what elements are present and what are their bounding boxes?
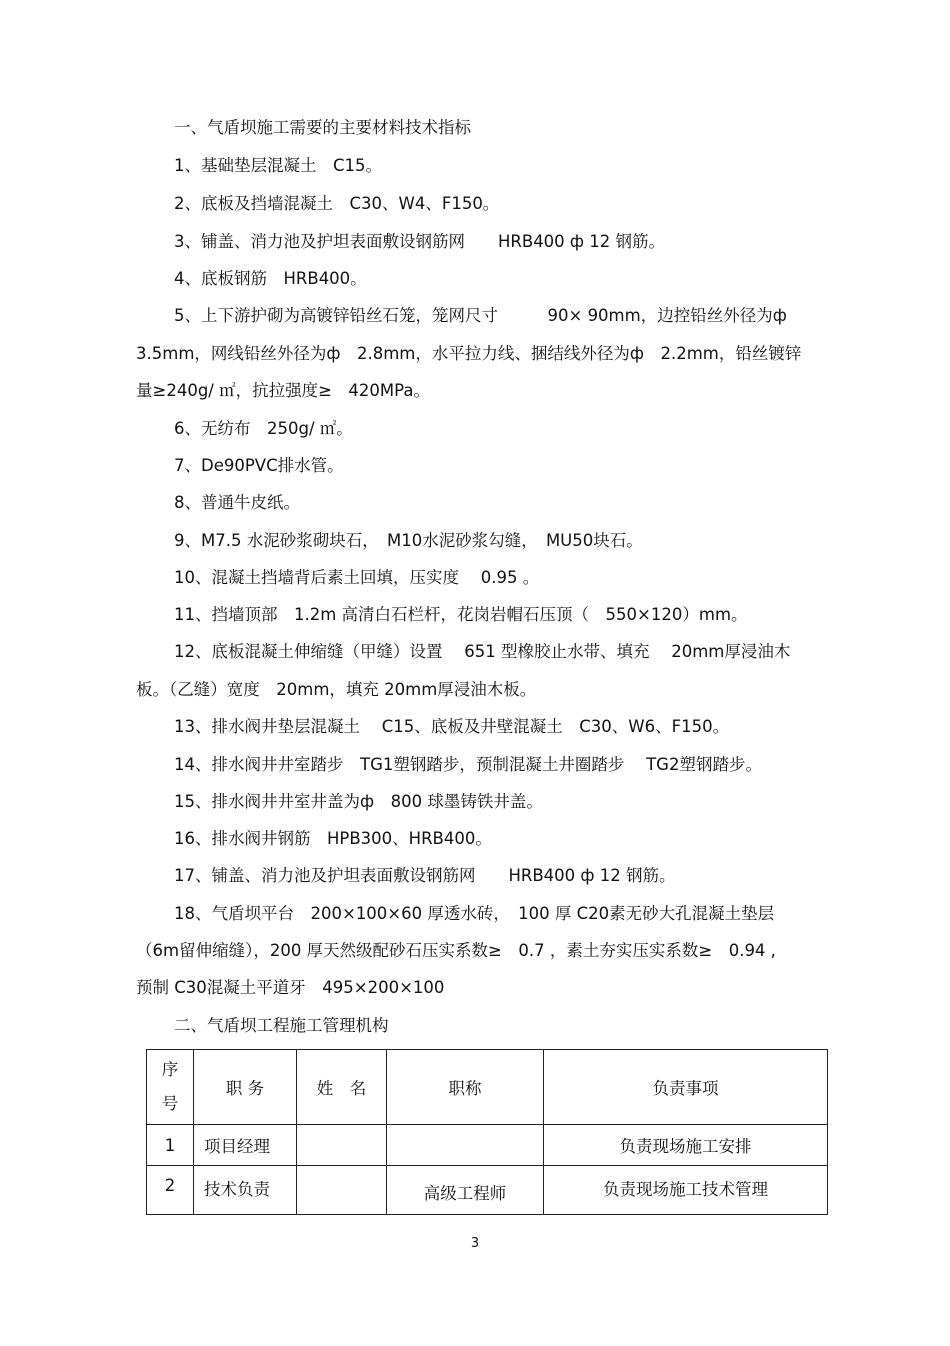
management-table xyxy=(146,1049,828,1215)
header-seq xyxy=(147,1050,194,1125)
item-15: 15、排水阀井井室井盖为ф 800 球墨铸铁井盖。 xyxy=(174,792,543,811)
item-7: 7、De90PVC排水管。 xyxy=(174,456,344,475)
page-number: 3 xyxy=(470,1236,480,1251)
item-2: 2、底板及挡墙混凝土 C30、W4、F150。 xyxy=(174,194,500,213)
cell-title xyxy=(387,1125,544,1166)
section2-title: 二、气盾坝工程施工管理机构 xyxy=(174,1016,389,1035)
section1-title: 一、气盾坝施工需要的主要材料技术指标 xyxy=(174,118,471,137)
table-row xyxy=(147,1166,828,1215)
item-1: 1、基础垫层混凝土 C15。 xyxy=(174,156,383,175)
item-16: 16、排水阀井钢筋 HPB300、HRB400。 xyxy=(174,829,492,848)
item-14: 14、排水阀井井室踏步 TG1塑钢踏步，预制混凝土井圈踏步 TG2塑钢踏步。 xyxy=(174,755,762,774)
cell-title: 高级工程师 xyxy=(387,1166,544,1215)
item-12-line2: 板。（乙缝）宽度 20mm，填充 20mm厚浸油木板。 xyxy=(136,680,537,699)
cell-name xyxy=(297,1125,387,1166)
cell-name xyxy=(297,1166,387,1215)
header-seq-top: 序 xyxy=(161,1060,179,1079)
item-4: 4、底板钢筋 HRB400。 xyxy=(174,269,367,288)
cell-position: 项目经理 xyxy=(194,1125,297,1166)
item-13: 13、排水阀井垫层混凝土 C15、底板及井壁混凝土 C30、W6、F150。 xyxy=(174,717,730,736)
item-5-line2: 3.5mm，网线铅丝外径为ф 2.8mm，水平拉力线、捆结线外径为ф 2.2mm，铅丝镀锌 xyxy=(136,344,802,363)
table-header-row xyxy=(147,1050,828,1125)
item-5-line1: 5、上下游护砌为高镀锌铅丝石笼，笼网尺寸 90× 90mm，边控铅丝外径为ф xyxy=(174,306,787,325)
cell-position: 技术负责 xyxy=(194,1166,297,1215)
header-seq-bottom: 号 xyxy=(161,1094,179,1113)
cell-duty: 负责现场施工安排 xyxy=(544,1125,828,1166)
item-3: 3、铺盖、消力池及护坦表面敷设钢筋网 HRB400 ф 12 钢筋。 xyxy=(174,232,666,251)
cell-seq: 1 xyxy=(147,1125,194,1166)
header-position: 职 务 xyxy=(194,1050,297,1125)
item-17: 17、铺盖、消力池及护坦表面敷设钢筋网 HRB400 ф 12 钢筋。 xyxy=(174,866,676,885)
cell-duty: 负责现场施工技术管理 xyxy=(544,1166,828,1215)
item-18-line2: （6m留伸缩缝），200 厚天然级配砂石压实系数≥ 0.7 ，素土夯实压实系数≥ 0.94 , xyxy=(136,941,776,960)
item-18-line1: 18、气盾坝平台 200×100×60 厚透水砖， 100 厚 C20素无砂大孔混凝土垫层 xyxy=(174,904,775,923)
header-duty: 负责事项 xyxy=(544,1050,828,1125)
item-12-line1: 12、底板混凝土伸缩缝（甲缝）设置 651 型橡胶止水带、填充 20mm厚浸油木 xyxy=(174,642,791,661)
table-row xyxy=(147,1125,828,1166)
item-5-line3: 量≥240g/ ㎡，抗拉强度≥ 420MPa。 xyxy=(136,381,430,400)
cell-seq: 2 xyxy=(147,1166,194,1215)
item-9: 9、M7.5 水泥砂浆砌块石， M10水泥砂浆勾缝， MU50块石。 xyxy=(174,531,643,550)
item-8: 8、普通牛皮纸。 xyxy=(174,493,300,512)
header-title: 职称 xyxy=(387,1050,544,1125)
item-10: 10、混凝土挡墙背后素土回填，压实度 0.95 。 xyxy=(174,568,540,587)
item-11: 11、挡墙顶部 1.2m 高清白石栏杆，花岗岩帽石压顶（ 550×120）mm。 xyxy=(174,605,748,624)
item-6: 6、无纺布 250g/ ㎡。 xyxy=(174,419,353,438)
item-18-line3: 预制 C30混凝土平道牙 495×200×100 xyxy=(136,978,445,997)
header-name: 姓 名 xyxy=(297,1050,387,1125)
